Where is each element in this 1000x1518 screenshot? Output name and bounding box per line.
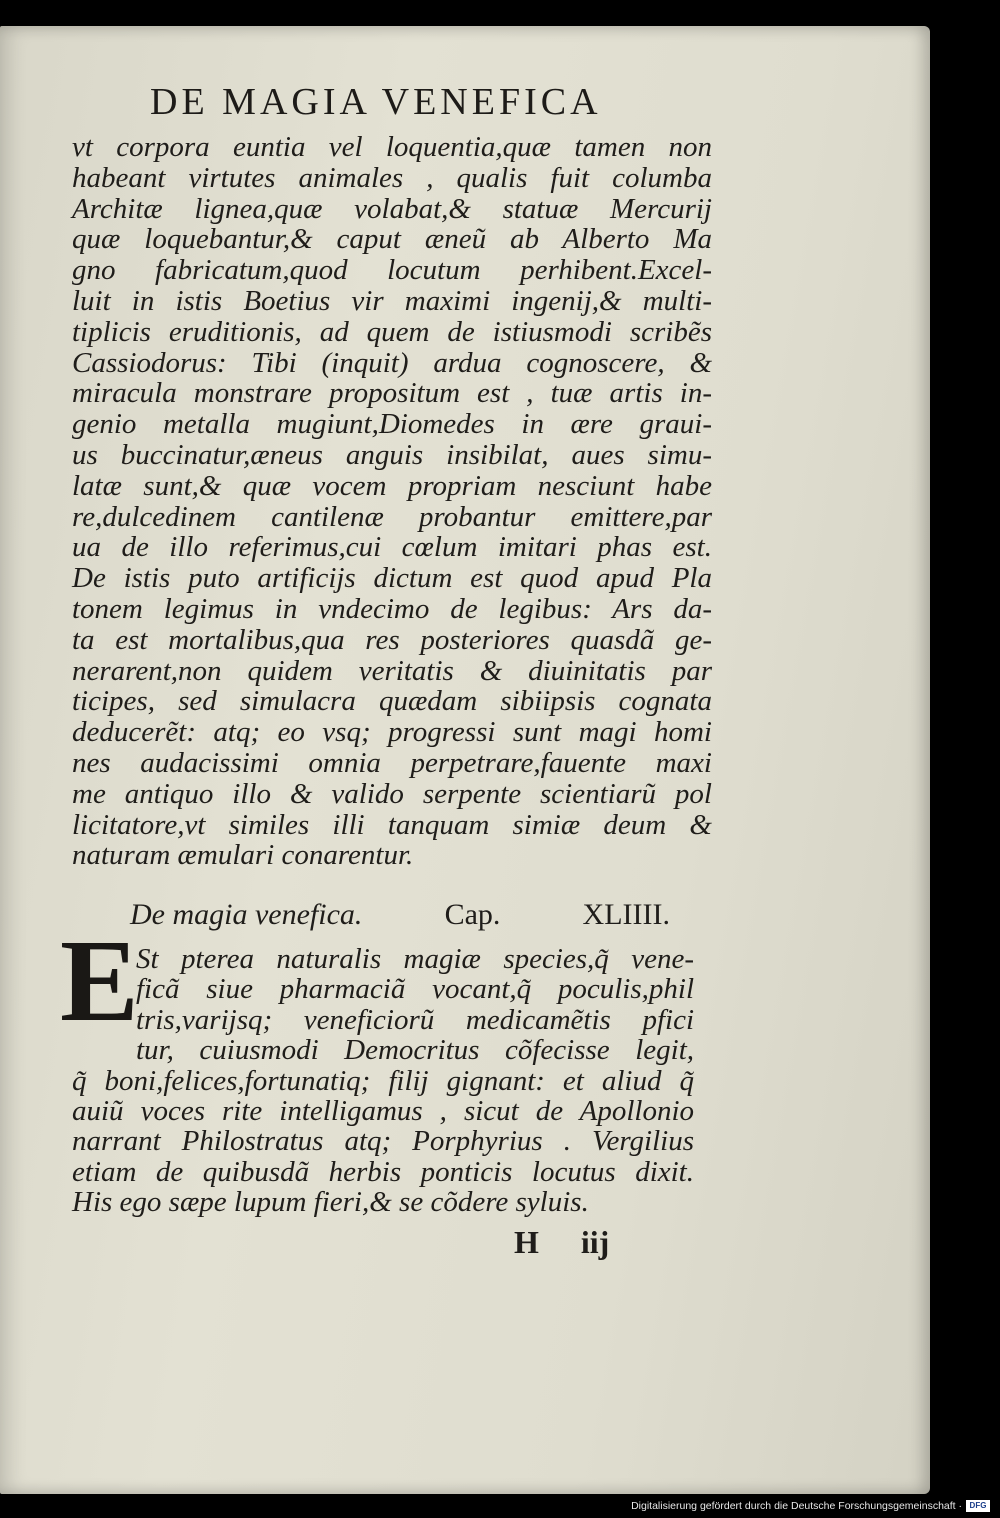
credit-text: Digitalisierung gefördert durch die Deutsche Forschungsgemeinschaft · [631, 1500, 962, 1512]
text-line: etiam de quibusdã herbis ponticis locutus dixit. [72, 1155, 694, 1188]
text-line: His ego sæpe lupum fieri,& se cõdere syluis. [72, 1186, 589, 1219]
text-line: St pterea naturalis magiæ species,q̃ vene- [136, 943, 694, 975]
text-line: tonem legimus in vndecimo de legibus: Ars da- [72, 592, 712, 625]
running-head: DE MAGIA VENEFICA [150, 81, 602, 123]
chapter-number: XLIIII. [582, 898, 670, 931]
dfg-logo-icon: DFG [966, 1500, 990, 1512]
signature-letter: H [514, 1224, 539, 1260]
text-line: ua de illo referimus,cui cœlum imitari phas est. [72, 531, 712, 564]
text-line: Cassiodorus: Tibi (inquit) ardua cognoscere, & [72, 346, 712, 379]
drop-cap-initial: E [60, 915, 139, 1046]
body-text [72, 132, 712, 871]
text-line: ficã siue pharmaciã vocant,q̃ poculis,phil [136, 973, 694, 1006]
text-line: latæ sunt,& quæ vocem propriam nesciunt habe [72, 469, 712, 502]
text-line: ta est mortalibus,qua res posteriores quasdã ge- [72, 623, 712, 656]
signature-mark [514, 1224, 654, 1261]
text-line: deducerẽt: atq; eo vsq; progressi sunt magi homi [72, 716, 712, 749]
chapter-text [72, 944, 694, 1218]
text-line: Architæ lignea,quæ volabat,& statuæ Mercurij [72, 192, 712, 225]
text-line: tur, cuiusmodi Democritus cõfecisse legit, [136, 1034, 694, 1067]
digitization-credit [631, 1498, 990, 1514]
text-line: narrant Philostratus atq; Porphyrius . Vergilius [72, 1125, 694, 1158]
text-line: licitatore,vt similes illi tanquam simiæ deum & [72, 808, 712, 841]
text-line: tris,varijsq; veneficiorũ medicamẽtis pfici [136, 1003, 694, 1036]
chapter-title: De magia venefica. [130, 898, 363, 931]
chapter-label: Cap. [444, 898, 501, 931]
text-line: me antiquo illo & valido serpente scientiarũ pol [72, 777, 712, 810]
text-line: gno fabricatum,quod locutum perhibent.Excel- [72, 254, 712, 287]
text-line: naturam æmulari conarentur. [72, 839, 414, 872]
text-line: nerarent,non quidem veritatis & diuinitatis par [72, 654, 712, 687]
text-line: miracula monstrare propositum est , tuæ artis in- [72, 377, 712, 410]
text-line: De istis puto artificijs dictum est quod apud Pla [72, 562, 712, 595]
text-line: luit in istis Boetius vir maximi ingenij,& multi- [72, 284, 712, 317]
text-line: habeant virtutes animales , qualis fuit columba [72, 161, 712, 194]
text-line: vt corpora euntia vel loquentia,quæ tamen non [72, 131, 712, 163]
signature-number: iij [580, 1224, 610, 1260]
text-line: re,dulcedinem cantilenæ probantur emittere,par [72, 500, 712, 533]
text-line: nes audacissimi omnia perpetrare,fauente maxi [72, 746, 712, 779]
text-line: ticipes, sed simulacra quædam sibiipsis cognata [72, 685, 712, 718]
text-line: us buccinatur,æneus anguis insibilat, aues simu- [72, 438, 712, 471]
text-line: tiplicis eruditionis, ad quem de istiusmodi scribẽs [72, 315, 712, 348]
text-line: auiũ voces rite intelligamus , sicut de Apollonio [72, 1094, 694, 1127]
text-line: quæ loquebantur,& caput æneũ ab Alberto Ma [72, 223, 712, 256]
text-line: q̃ boni,felices,fortunatiq; filij gignant: et aliud q̃ [72, 1064, 694, 1097]
text-line: genio metalla mugiunt,Diomedes in ære graui- [72, 408, 712, 441]
chapter-heading [130, 898, 670, 932]
